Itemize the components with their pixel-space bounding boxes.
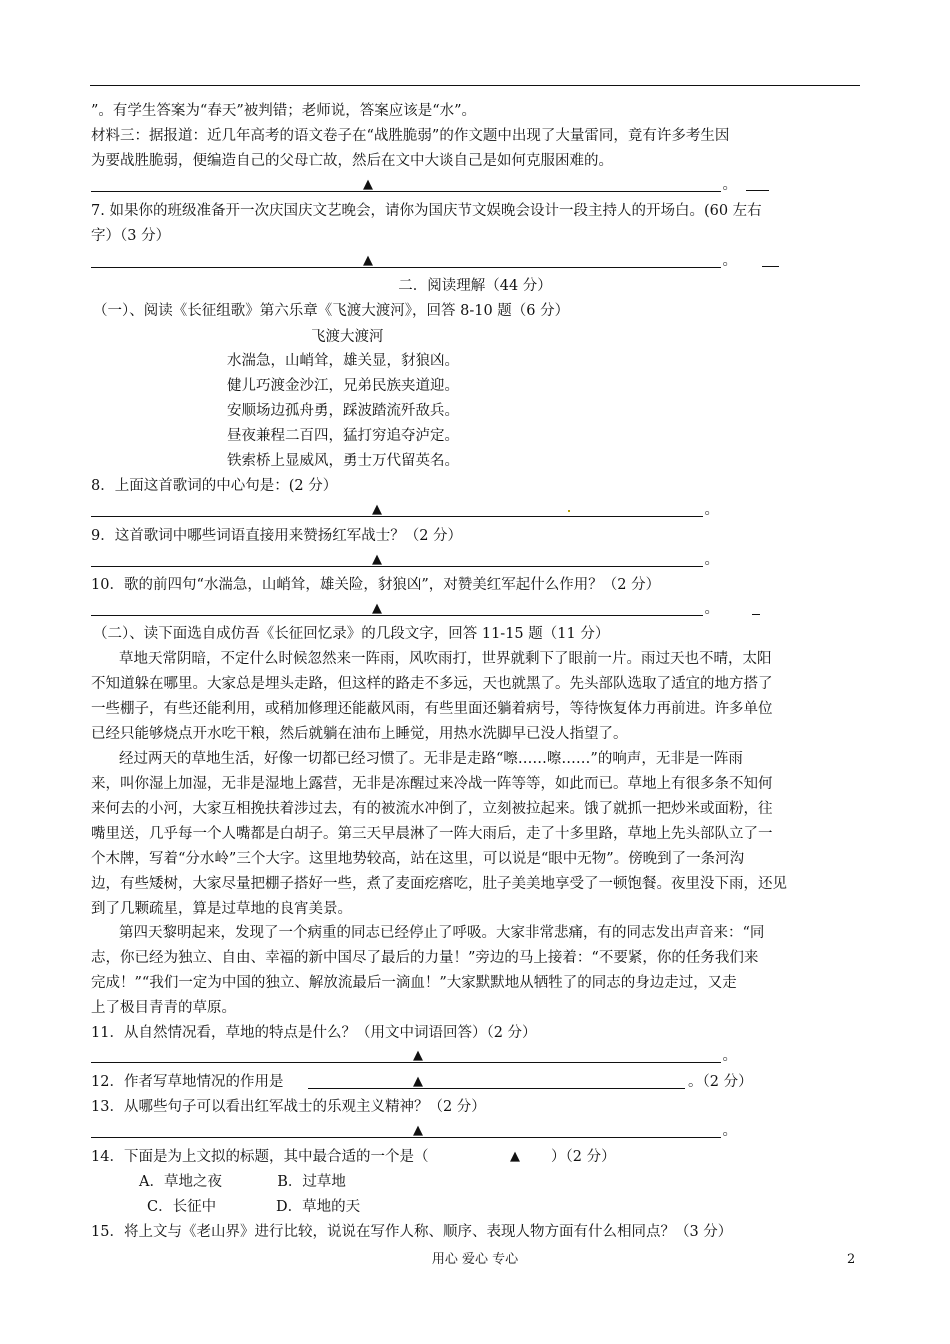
text-line: 材料三：据报道：近几年高考的语文卷子在“战胜脆弱”的作文题中出现了大量雷同，竟有许多考生因	[91, 128, 730, 144]
passage-line: 嘴里送，几乎每一个人嘴都是白胡子。第三天早晨淋了一阵大雨后，走了十多里路，草地上先头部队立了一	[91, 826, 773, 842]
answer-marker-icon: ▲	[413, 1048, 423, 1063]
poem-title: 飞渡大渡河	[311, 329, 384, 345]
answer-marker-icon: ▲	[372, 601, 382, 616]
answer-line-7[interactable]	[91, 251, 737, 271]
part-2-heading: （二）、读下面选自成仿吾《长征回忆录》的几段文字，回答 11-15 题（11 分）	[93, 626, 610, 642]
question-13: 13．从哪些句子可以看出红军战士的乐观主义精神？（2 分）	[91, 1099, 486, 1115]
answer-line-10[interactable]	[91, 599, 719, 619]
answer-line-stub	[752, 614, 760, 615]
passage-line: 已经只能够烧点开水吃干粮，然后就躺在油布上睡觉，用热水洗脚早已没人指望了。	[91, 726, 628, 742]
answer-marker-icon: ▲	[363, 177, 373, 192]
passage-line: 志，你已经为独立、自由、幸福的新中国尽了最后的力量！”旁边的马上接着：“不要紧，你的任务我们来	[91, 950, 759, 966]
answer-period: 。	[722, 177, 737, 193]
poem-line: 安顺场边孤舟勇，踩波踏流歼敌兵。	[227, 403, 459, 419]
answer-line-11[interactable]	[91, 1046, 737, 1066]
passage-line: 个木牌，写着“分水岭”三个大字。这里地势较高，站在这里，可以说是“眼中无物”。傍晚到了一条河沟	[91, 851, 745, 867]
answer-period: 。	[722, 1123, 737, 1139]
question-14: 14．下面是为上文拟的标题，其中最合适的一个是（	[91, 1149, 429, 1165]
answer-marker-icon: ▲	[413, 1123, 423, 1138]
answer-line-8[interactable]	[91, 500, 719, 520]
stray-mark	[568, 510, 570, 512]
answer-line-12[interactable]	[308, 1072, 685, 1092]
answer-period: 。	[704, 502, 719, 518]
question-14-end: ）（2 分）	[551, 1149, 616, 1165]
page-number: 2	[847, 1252, 856, 1267]
answer-marker-icon: ▲	[363, 253, 373, 268]
text-line: 为要战胜脆弱，便编造自己的父母亡故，然后在文中大谈自己是如何克服困难的。	[91, 153, 613, 169]
question-12-end: 。（2 分）	[688, 1074, 753, 1090]
passage-line: 草地天常阴暗，不定什么时候忽然来一阵雨，风吹雨打，世界就剩下了眼前一片。雨过天也不晴，太阳	[119, 651, 772, 667]
answer-marker-icon[interactable]: ▲	[510, 1149, 520, 1164]
answer-line-13[interactable]	[91, 1121, 737, 1141]
text-line: ”。有学生答案为“春天”被判错；老师说，答案应该是“水”。	[91, 103, 477, 119]
passage-line: 完成！”“我们一定为中国的独立、解放流最后一滴血！”大家默默地从牺牲了的同志的身边走过，又走	[91, 975, 737, 991]
answer-marker-icon: ▲	[372, 502, 382, 517]
answer-line-stub	[762, 266, 779, 267]
passage-line: 来何去的小河，大家互相挽扶着涉过去，有的被流水冲倒了，立刻被拉起来。饿了就抓一把炒米或面粉，往	[91, 801, 773, 817]
poem-line: 水湍急，山峭耸，雄关显，豺狼凶。	[227, 353, 459, 369]
passage-line: 到了几颗疏星，算是过草地的良宵美景。	[91, 901, 352, 917]
passage-line: 第四天黎明起来，发现了一个病重的同志已经停止了呼吸。大家非常悲痛，有的同志发出声音来：“同	[119, 925, 765, 941]
header-rule	[90, 85, 860, 86]
passage-line: 边，有些矮树，大家尽量把棚子搭好一些，煮了麦面疙瘩吃，肚子美美地享受了一顿饱餐。夜里没下雨，还见	[91, 876, 787, 892]
question-7: 7. 如果你的班级准备开一次庆国庆文艺晚会，请你为国庆节文娱晚会设计一段主持人的开场白。(60 左右	[91, 203, 762, 219]
question-15: 15．将上文与《老山界》进行比较，说说在写作人称、顺序、表现人物方面有什么相同点？（3 分）	[91, 1224, 733, 1240]
passage-line: 上了极目青青的草原。	[91, 1000, 236, 1016]
poem-line: 铁索桥上显威风，勇士万代留英名。	[227, 453, 459, 469]
answer-period: 。	[704, 601, 719, 617]
answer-period: 。	[722, 253, 737, 269]
answer-line-9[interactable]	[91, 550, 719, 570]
answer-period: 。	[704, 552, 719, 568]
footer-motto: 用心 爱心 专心	[431, 1252, 519, 1267]
question-10: 10．歌的前四句“水湍急，山峭耸，雄关险，豺狼凶”，对赞美红军起什么作用？（2 分）	[91, 577, 661, 593]
answer-line[interactable]	[91, 175, 737, 195]
answer-marker-icon: ▲	[372, 552, 382, 567]
answer-period: 。	[722, 1048, 737, 1064]
passage-line: 一些棚子，有些还能利用，或稍加修理还能蔽风雨，有些里面还躺着病号，等待恢复体力再前进。许多单位	[91, 701, 773, 717]
poem-line: 昼夜兼程二百四，猛打穷追夺泸定。	[227, 428, 459, 444]
question-12: 12．作者写草地情况的作用是	[91, 1074, 284, 1090]
question-8: 8．上面这首歌词的中心句是：(2 分）	[91, 478, 338, 494]
option-row: A．草地之夜 B．过草地	[139, 1174, 346, 1190]
section-heading: 二．阅读理解（44 分）	[398, 278, 552, 294]
poem-line: 健儿巧渡金沙江，兄弟民族夹道迎。	[227, 378, 459, 394]
passage-line: 不知道躲在哪里。大家总是埋头走路，但这样的路走不多远，天也就黑了。先头部队选取了适宜的地方搭了	[91, 676, 773, 692]
option-row: C．长征中 D．草地的天	[147, 1199, 361, 1215]
answer-marker-icon: ▲	[413, 1074, 423, 1089]
passage-line: 来，叫你湿上加湿，无非是湿地上露营，无非是冻醒过来冷战一阵等等，如此而已。草地上有很多条不知何	[91, 776, 773, 792]
question-7-cont: 字）（3 分）	[91, 228, 171, 244]
passage-line: 经过两天的草地生活，好像一切都已经习惯了。无非是走路“嚓……嚓……”的响声，无非是一阵雨	[119, 751, 743, 767]
question-11: 11．从自然情况看，草地的特点是什么？（用文中词语回答）（2 分）	[91, 1025, 537, 1041]
question-9: 9．这首歌词中哪些词语直接用来赞扬红军战士？（2 分）	[91, 528, 463, 544]
answer-line-stub	[746, 190, 769, 191]
part-1-heading: （一）、阅读《长征组歌》第六乐章《飞渡大渡河》，回答 8-10 题（6 分）	[93, 303, 570, 319]
